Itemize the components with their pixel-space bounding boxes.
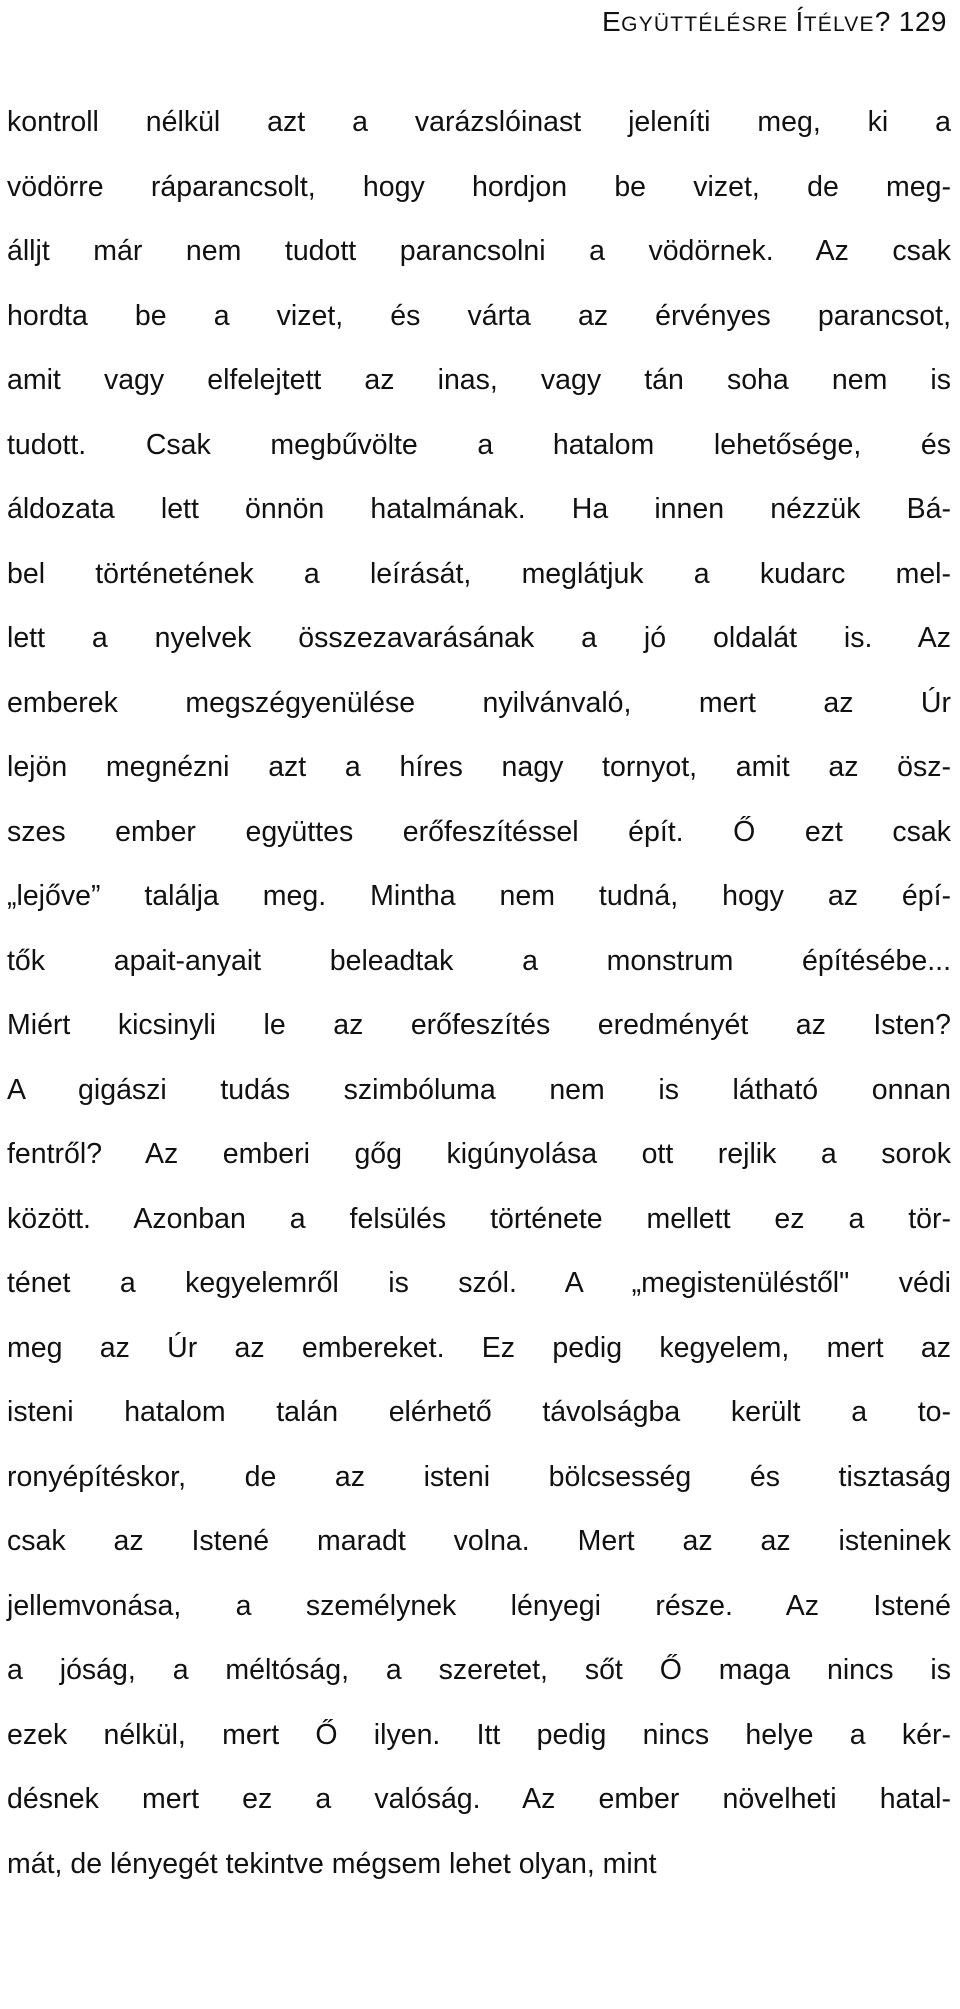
text-line: fentről? Az emberi gőg kigúnyolása ott rejlik a sorok	[7, 1138, 951, 1170]
text-line: között. Azonban a felsülés története mellett ez a tör-	[7, 1202, 951, 1235]
text-line: mát, de lényegét tekintve mégsem lehet olyan, mint	[7, 1847, 657, 1880]
text-line: csak az Istené maradt volna. Mert az az isteninek	[7, 1525, 951, 1557]
text-line: „lejőve” találja meg. Mintha nem tudná, hogy az épí-	[7, 880, 951, 912]
text-line: bel történetének a leírását, meglátjuk a kudarc mel-	[7, 557, 951, 590]
text-line: ronyépítéskor, de az isteni bölcsesség és tisztaság	[7, 1460, 951, 1493]
running-head	[602, 4, 947, 43]
running-head-title-part: E	[601, 6, 622, 37]
text-line: amit vagy elfelejtett az inas, vagy tán soha nem is	[7, 364, 951, 396]
running-head-title-part: ?	[874, 6, 891, 37]
text-line: hordta be a vizet, és várta az érvényes parancsot,	[7, 299, 951, 332]
text-line: meg az Úr az embereket. Ez pedig kegyelem, mert az	[7, 1331, 951, 1364]
text-line: kontroll nélkül azt a varázslóinast jeleníti meg, ki a	[7, 106, 951, 138]
text-line: Miért kicsinyli le az erőfeszítés eredményét az Isten?	[7, 1009, 951, 1041]
text-line: álljt már nem tudott parancsolni a vödörnek. Az csak	[7, 235, 951, 267]
text-line: tudott. Csak megbűvölte a hatalom lehetősége, és	[7, 428, 951, 461]
text-line: áldozata lett önnön hatalmának. Ha innen nézzük Bá-	[7, 493, 951, 525]
text-line: emberek megszégyenülése nyilvánvaló, mert az Úr	[7, 686, 951, 719]
text-line: tők apait-anyait beleadtak a monstrum építésébe...	[7, 944, 951, 977]
text-line: ezek nélkül, mert Ő ilyen. Itt pedig nincs helye a kér-	[7, 1718, 951, 1751]
text-line: lejön megnézni azt a híres nagy tornyot, amit az ösz-	[7, 751, 951, 783]
body-text	[7, 90, 951, 1896]
text-line: A gigászi tudás szimbóluma nem is látható onnan	[7, 1073, 951, 1106]
text-line: jellemvonása, a személynek lényegi része. Az Istené	[7, 1589, 951, 1622]
running-head-title-part: Í	[795, 6, 804, 37]
text-line: désnek mert ez a valóság. Az ember növelheti hatal-	[7, 1783, 951, 1815]
running-head-title	[602, 6, 891, 37]
text-line: a jóság, a méltóság, a szeretet, sőt Ő maga nincs is	[7, 1654, 951, 1686]
text-line: lett a nyelvek összezavarásának a jó oldalát is. Az	[7, 622, 951, 654]
text-line: szes ember együttes erőfeszítéssel épít. Ő ezt csak	[7, 815, 951, 848]
running-head-title-part: GYÜTTÉLÉSRE	[621, 13, 796, 36]
running-head-title-part: TÉLVE	[803, 13, 875, 36]
text-line: vödörre ráparancsolt, hogy hordjon be vizet, de meg-	[7, 170, 951, 203]
text-line: isteni hatalom talán elérhető távolságba került a to-	[7, 1396, 951, 1428]
page-number: 129	[898, 6, 947, 37]
text-line: ténet a kegyelemről is szól. A „megistenüléstől" védi	[7, 1267, 951, 1299]
